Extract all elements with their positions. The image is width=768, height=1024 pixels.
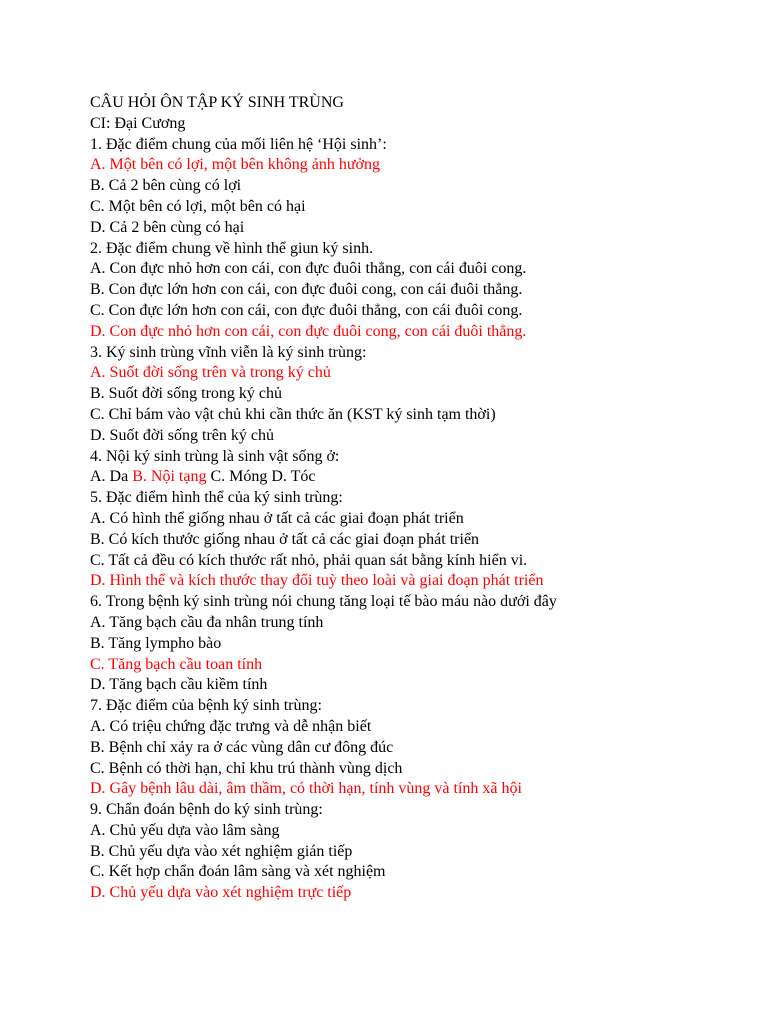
answer-option: A. Tăng bạch cầu đa nhân trung tính (90, 613, 324, 631)
answer-option: B. Suốt đời sống trong ký chủ (90, 385, 283, 403)
answer-option: B. Bệnh chỉ xảy ra ở các vùng dân cư đông đúc (90, 738, 394, 756)
question-1: 1. Đặc điểm chung của mối liên hệ ‘Hội sinh’: (90, 135, 387, 153)
question-4: 4. Nội ký sinh trùng là sinh vật sống ở: (90, 447, 340, 465)
document-title: CÂU HỎI ÔN TẬP KÝ SINH TRÙNG (90, 94, 344, 111)
question-9: 9. Chẩn đoán bệnh do ký sinh trùng: (90, 801, 323, 819)
answer-option: C. Một bên có lợi, một bên có hại (90, 197, 306, 215)
answer-option-correct: A. Suốt đời sống trên và trong ký chủ (90, 364, 331, 382)
answer-option: B. Cả 2 bên cùng có lợi (90, 177, 242, 195)
question-7: 7. Đặc điểm của bệnh ký sinh trùng: (90, 697, 322, 715)
question-3: 3. Ký sinh trùng vĩnh viễn là ký sinh trùng: (90, 343, 367, 361)
question-2: 2. Đặc điểm chung về hình thể giun ký sinh. (90, 239, 374, 257)
answer-option: D. Tăng bạch cầu kiềm tính (90, 676, 268, 694)
answer-option: A. Con đực nhỏ hơn con cái, con đực đuôi thẳng, con cái đuôi cong. (90, 260, 527, 278)
answer-option: C. Chỉ bám vào vật chủ khi cần thức ăn (KST ký sinh tạm thời) (90, 405, 496, 423)
answer-option-correct: B. Nội tạng (132, 468, 207, 486)
question-4-options (90, 467, 730, 488)
question-6: 6. Trong bệnh ký sinh trùng nói chung tăng loại tế bào máu nào dưới đây (90, 593, 557, 611)
answer-option-correct: D. Gây bệnh lâu dài, âm thầm, có thời hạn, tính vùng và tính xã hội (90, 780, 522, 798)
answer-option-correct: D. Chủ yếu dựa vào xét nghiệm trực tiếp (90, 884, 352, 902)
answer-option: B. Có kích thước giống nhau ở tất cả các giai đoạn phát triển (90, 530, 480, 548)
answer-option: C. Móng D. Tóc (206, 468, 316, 486)
answer-option: C. Con đực lớn hơn con cái, con đực đuôi thẳng, con cái đuôi cong. (90, 301, 523, 319)
answer-option: B. Con đực lớn hơn con cái, con đực đuôi cong, con cái đuôi thẳng. (90, 281, 523, 299)
answer-option: D. Suốt đời sống trên ký chủ (90, 426, 275, 444)
answer-option: C. Tất cả đều có kích thước rất nhỏ, phải quan sát bằng kính hiển vi. (90, 551, 528, 569)
question-5: 5. Đặc điểm hình thể của ký sinh trùng: (90, 489, 343, 507)
answer-option-correct: D. Con đực nhỏ hơn con cái, con đực đuôi cong, con cái đuôi thẳng. (90, 322, 527, 340)
answer-option: C. Kết hợp chẩn đoán lâm sàng và xét nghiệm (90, 863, 386, 881)
answer-option-correct: D. Hình thể và kích thước thay đổi tuỳ theo loài và giai đoạn phát triển (90, 572, 544, 590)
chapter-heading: CI: Đại Cương (90, 114, 186, 132)
answer-option: A. Da (90, 468, 133, 486)
answer-option: A. Có hình thể giống nhau ở tất cả các giai đoạn phát triển (90, 509, 464, 527)
answer-option: A. Có triệu chứng đặc trưng và dễ nhận biết (90, 717, 372, 735)
answer-option: A. Chủ yếu dựa vào lâm sàng (90, 821, 280, 839)
answer-option-correct: C. Tăng bạch cầu toan tính (90, 655, 263, 673)
answer-option-correct: A. Một bên có lợi, một bên không ảnh hưởng (90, 156, 381, 174)
answer-option: B. Tăng lympho bào (90, 634, 222, 652)
document-body (90, 93, 730, 904)
answer-option: C. Bệnh có thời hạn, chỉ khu trú thành vùng dịch (90, 759, 403, 777)
answer-option: D. Cả 2 bên cùng có hại (90, 218, 245, 236)
answer-option: B. Chủ yếu dựa vào xét nghiệm gián tiếp (90, 842, 353, 860)
